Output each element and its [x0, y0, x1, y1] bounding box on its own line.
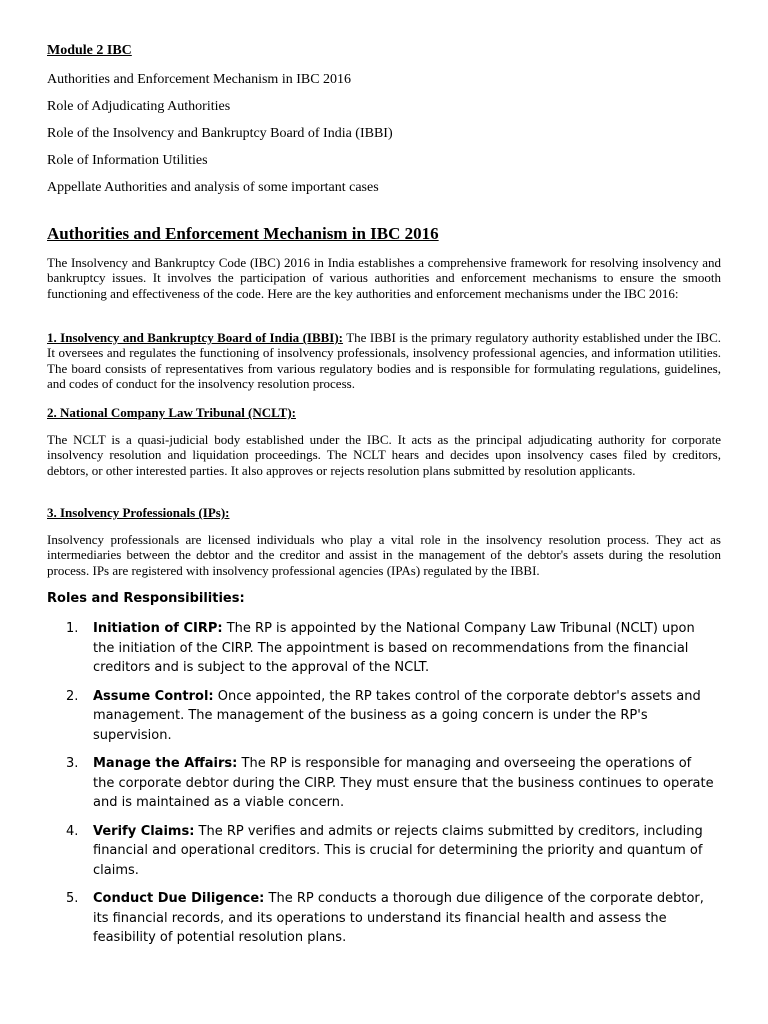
ibbi-paragraph	[47, 330, 721, 392]
list-term: Conduct Due Diligence:	[93, 891, 265, 906]
roles-list	[66, 619, 716, 957]
list-text: The RP verifies and admits or rejects claims submitted by creditors, including financial and operational creditors. This is crucial for determining the priority and quantum of claims.	[93, 823, 703, 878]
topic-item: Role of Adjudicating Authorities	[47, 99, 231, 114]
nclt-heading: 2. National Company Law Tribunal (NCLT):	[47, 405, 296, 420]
list-number: 3.	[66, 756, 79, 771]
list-item	[66, 822, 716, 881]
list-number: 5.	[66, 891, 79, 906]
topic-item: Role of the Insolvency and Bankruptcy Board of India (IBBI)	[47, 126, 393, 141]
nclt-paragraph: The NCLT is a quasi-judicial body established under the IBC. It acts as the principal adjudicating authority for corporate insolvency resolution and liquidation proceedings. The NCLT hears and decides upon insolvency cases filed by creditors, debtors, or other interested parties. It also approves or rejects resolution plans submitted by resolution applicants.	[47, 432, 721, 478]
list-item	[66, 687, 716, 746]
topic-list	[47, 71, 393, 206]
list-number: 1.	[66, 621, 79, 636]
list-item	[66, 619, 716, 678]
list-term: Initiation of CIRP:	[93, 621, 223, 636]
list-term: Verify Claims:	[93, 823, 195, 839]
ibbi-text: The IBBI is the primary regulatory authority established under the IBC. It oversees and regulates the functioning of insolvency professionals, insolvency professional agencies, and information utilities. The board consists of representatives from various regulatory bodies and is responsible for formulating regulations, guidelines, and codes of conduct for the insolvency resolution process.	[47, 330, 722, 392]
ips-heading: 3. Insolvency Professionals (IPs):	[47, 505, 230, 520]
list-number: 4.	[66, 823, 79, 839]
roles-heading: Roles and Responsibilities:	[47, 591, 245, 606]
list-term: Manage the Affairs:	[93, 756, 238, 771]
topic-item: Role of Information Utilities	[47, 153, 208, 168]
topic-item: Authorities and Enforcement Mechanism in IBC 2016	[47, 72, 352, 87]
list-item	[66, 754, 716, 813]
list-term: Assume Control:	[93, 688, 214, 704]
list-text: Once appointed, the RP takes control of the corporate debtor's assets and management. The management of the business as a going concern is under the RP's supervision.	[93, 688, 701, 743]
list-text: The RP is responsible for managing and overseeing the operations of the corporate debtor during the CIRP. They must ensure that the business continues to operate and is maintained as a viable concern.	[93, 756, 714, 810]
list-text: The RP conducts a thorough due diligence of the corporate debtor, its financial records, and its operations to understand its financial health and assess the feasibility of potential resolution plans.	[93, 891, 704, 945]
section-heading: Authorities and Enforcement Mechanism in IBC 2016	[47, 224, 439, 243]
topic-item: Appellate Authorities and analysis of some important cases	[47, 180, 379, 195]
ibbi-heading: 1. Insolvency and Bankruptcy Board of India (IBBI):	[47, 330, 344, 345]
ips-paragraph: Insolvency professionals are licensed individuals who play a vital role in the insolvency resolution process. They act as intermediaries between the debtor and the creditor and assist in the management of the debtor's assets during the resolution process. IPs are registered with insolvency professional agencies (IPAs) regulated by the IBBI.	[47, 532, 721, 578]
list-text: The RP is appointed by the National Company Law Tribunal (NCLT) upon the initiation of the CIRP. The appointment is based on recommendations from the financial creditors and is subject to the approval of the NCLT.	[93, 621, 695, 675]
intro-paragraph: The Insolvency and Bankruptcy Code (IBC) 2016 in India establishes a comprehensive framework for resolving insolvency and bankruptcy issues. It involves the participation of various authorities and enforcement mechanisms to ensure the smooth functioning and effectiveness of the code. Here are the key authorities and enforcement mechanisms under the IBC 2016:	[47, 255, 721, 301]
list-item	[66, 889, 716, 948]
list-number: 2.	[66, 688, 79, 704]
module-title: Module 2 IBC	[47, 43, 132, 58]
